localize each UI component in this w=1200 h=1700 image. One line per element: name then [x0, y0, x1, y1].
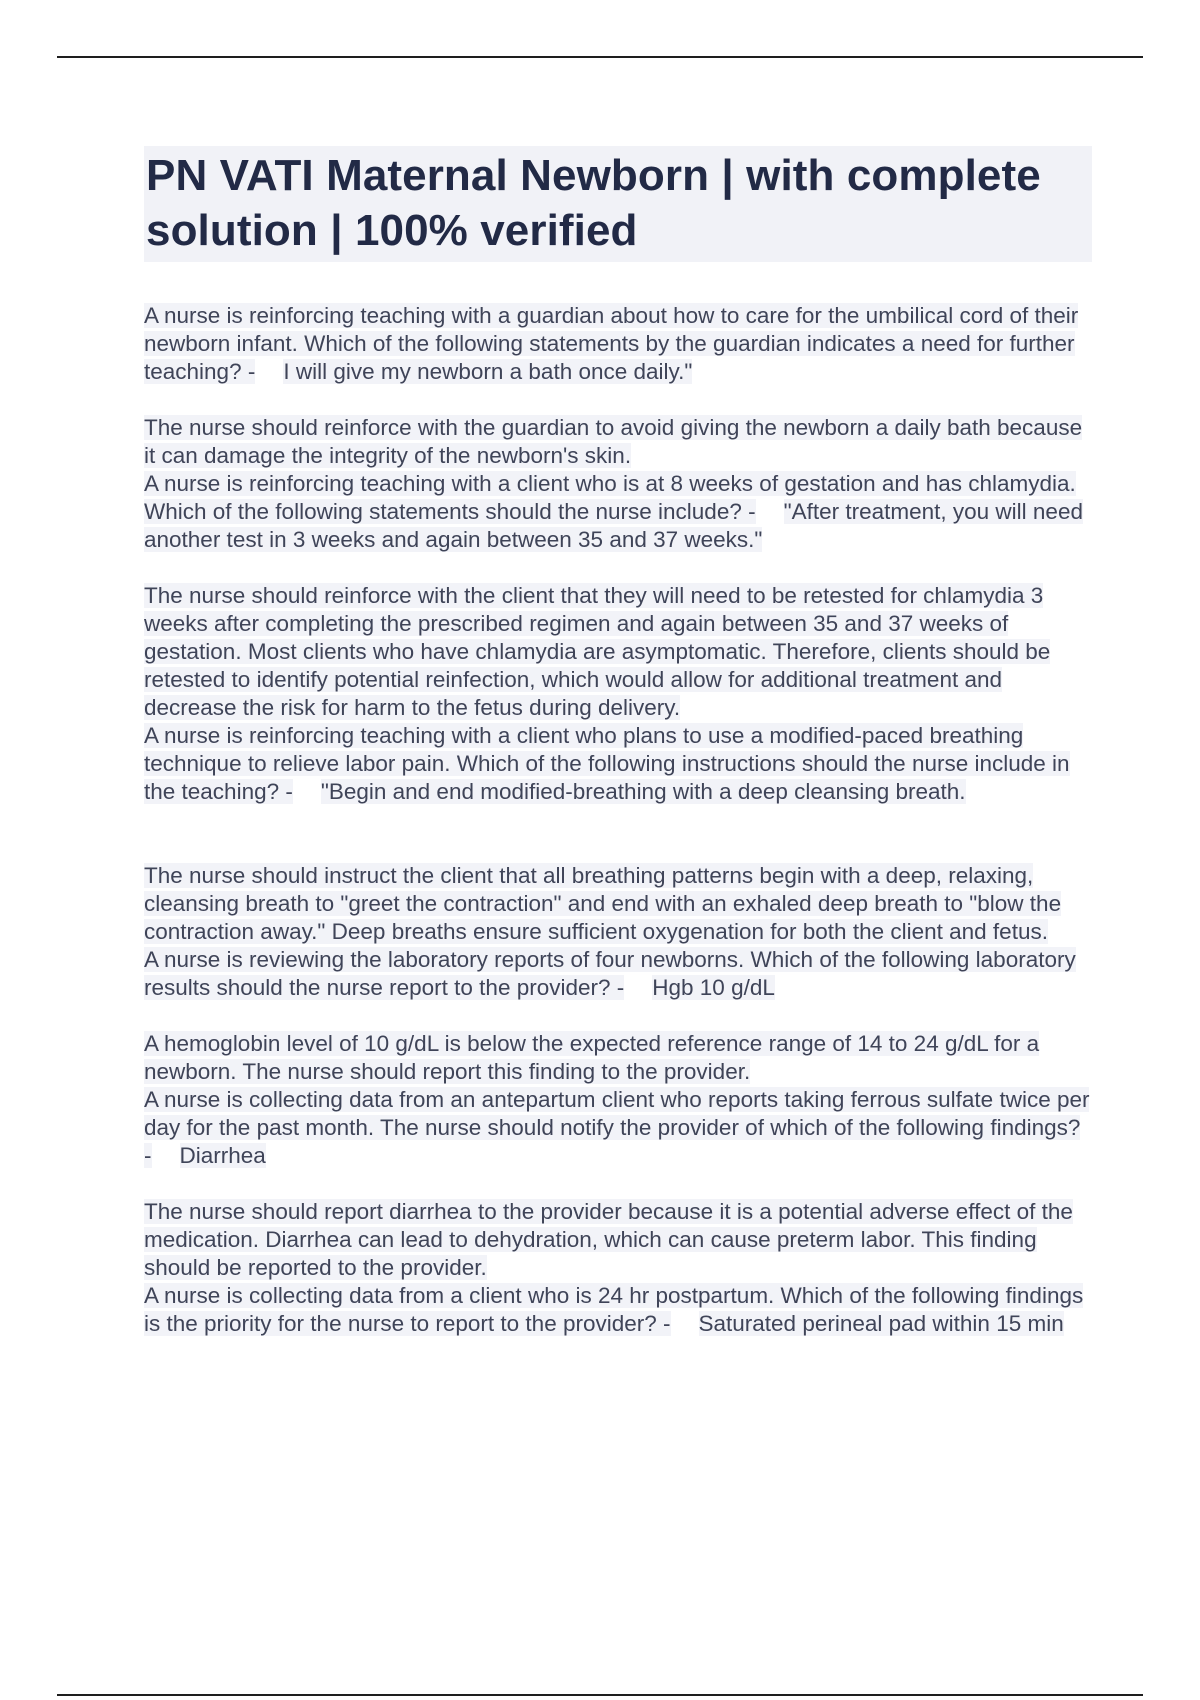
question-paragraph [144, 302, 1094, 386]
rationale-text: The nurse should reinforce with the guardian to avoid giving the newborn a daily bath because it can damage the integrity of the newborn's skin. [144, 415, 1083, 468]
question-text: A nurse is collecting data from a client who is 24 hr postpartum. Which of the following findings is the priority for the nurse to report to the provider? - [144, 1283, 1084, 1336]
rationale-paragraph [144, 1198, 1094, 1282]
question-paragraph [144, 946, 1094, 1002]
qa-item [144, 1086, 1094, 1282]
rationale-text: The nurse should reinforce with the client that they will need to be retested for chlamydia 3 weeks after completing the prescribed regimen and again between 35 and 37 weeks of gestation. Most clients who have chlamydia are asymptomatic. Therefore, clients should be retested to identify potential reinfection, which would allow for additional treatment and decrease the risk for harm to the fetus during delivery. [144, 583, 1051, 720]
question-paragraph [144, 1086, 1094, 1170]
question-text: A nurse is reinforcing teaching with a guardian about how to care for the umbilical cord of their newborn infant. Which of the following statements by the guardian indicates a need for further teaching? - [144, 303, 1079, 384]
title-block [144, 146, 1092, 262]
rationale-text: A hemoglobin level of 10 g/dL is below the expected reference range of 14 to 24 g/dL for a newborn. The nurse should report this finding to the provider. [144, 1031, 1040, 1084]
question-text: A nurse is reviewing the laboratory reports of four newborns. Which of the following laboratory results should the nurse report to the provider? - [144, 947, 1076, 1000]
answer-text: "After treatment, you will need another test in 3 weeks and again between 35 and 37 weeks." [144, 499, 1083, 552]
answer-text: I will give my newborn a bath once daily." [283, 359, 693, 384]
answer-text: "Begin and end modified-breathing with a deep cleansing breath. [320, 779, 966, 804]
question-text: A nurse is collecting data from an antepartum client who reports taking ferrous sulfate twice per day for the past month. The nurse should notify the provider of which of the following findings? - [144, 1087, 1090, 1168]
qa-item [144, 470, 1094, 722]
qa-item [144, 302, 1094, 470]
rationale-paragraph [144, 414, 1094, 470]
qa-item [144, 722, 1094, 946]
qa-item [144, 1282, 1094, 1338]
answer-text: Hgb 10 g/dL [652, 975, 775, 1000]
header-rule [57, 56, 1143, 58]
qa-item [144, 946, 1094, 1086]
question-paragraph [144, 722, 1094, 806]
rationale-paragraph [144, 862, 1094, 946]
answer-text: Saturated perineal pad within 15 min [698, 1311, 1064, 1336]
footer-rule [57, 1694, 1143, 1696]
question-text: A nurse is reinforcing teaching with a client who is at 8 weeks of gestation and has chlamydia. Which of the following statements should the nurse include? - [144, 471, 1076, 524]
rationale-text: The nurse should instruct the client that all breathing patterns begin with a deep, relaxing, cleansing breath to "greet the contraction" and end with an exhaled deep breath to "blow the contraction away." Deep breaths ensure sufficient oxygenation for both the client and fetus. [144, 863, 1062, 944]
answer-text: Diarrhea [179, 1143, 266, 1168]
document-title: PN VATI Maternal Newborn | with complete solution | 100% verified [146, 151, 1041, 255]
rationale-paragraph [144, 582, 1094, 722]
question-paragraph [144, 1282, 1094, 1338]
qa-content [144, 302, 1094, 1338]
rationale-text: The nurse should report diarrhea to the provider because it is a potential adverse effect of the medication. Diarrhea can lead to dehydration, which can cause preterm labor. This finding should be reported to the provider. [144, 1199, 1073, 1280]
question-paragraph [144, 470, 1094, 554]
question-text: A nurse is reinforcing teaching with a client who plans to use a modified-paced breathing technique to relieve labor pain. Which of the following instructions should the nurse include in the teaching? - [144, 723, 1070, 804]
rationale-paragraph [144, 1030, 1094, 1086]
